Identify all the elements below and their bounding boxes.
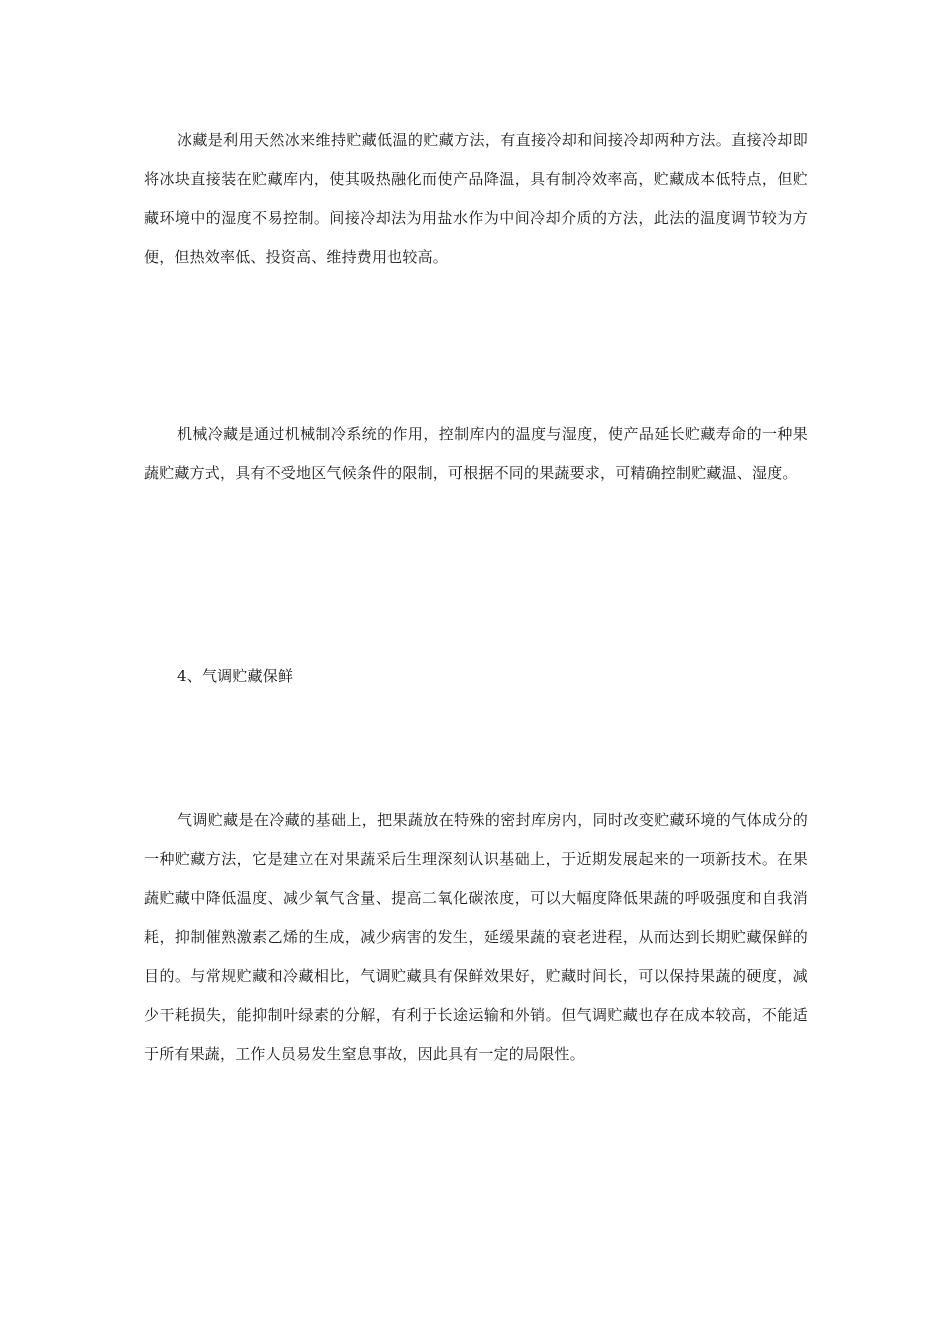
paragraph-controlled-atmosphere-storage: 气调贮藏是在冷藏的基础上，把果蔬放在特殊的密封库房内，同时改变贮藏环境的气体成分的一种贮藏方法，它是建立在对果蔬采后生理深刻认识基础上，于近期发展起来的一项新技术。在果蔬贮藏中降低温度、减少氧气含量、提高二氧化碳浓度，可以大幅度降低果蔬的呼吸强度和自我消耗，抑制催熟激素乙烯的生成，减少病害的发生，延缓果蔬的衰老进程，从而达到长期贮藏保鲜的目的。与常规贮藏和冷藏相比，气调贮藏具有保鲜效果好，贮藏时间长，可以保持果蔬的硬度，减少干耗损失，能抑制叶绿素的分解，有利于长途运输和外销。但气调贮藏也存在成本较高，不能适于所有果蔬，工作人员易发生窒息事故，因此具有一定的局限性。 <box>144 811 808 1063</box>
section-heading: 4、气调贮藏保鲜 <box>177 667 294 685</box>
paragraph-mechanical-refrigeration: 机械冷藏是通过机械制冷系统的作用，控制库内的温度与湿度，使产品延长贮藏寿命的一种果蔬贮藏方式，具有不受地区气候条件的限制，可根据不同的果蔬要求，可精确控制贮藏温、湿度。 <box>144 425 808 482</box>
paragraph-ice-storage: 冰藏是利用天然冰来维持贮藏低温的贮藏方法，有直接冷却和间接冷却两种方法。直接冷却即将冰块直接装在贮藏库内，使其吸热融化而使产品降温，具有制冷效率高，贮藏成本低特点，但贮藏环境中的湿度不易控制。间接冷却法为用盐水作为中间冷却介质的方法，此法的温度调节较为方便，但热效率低、投资高、维持费用也较高。 <box>144 131 808 266</box>
